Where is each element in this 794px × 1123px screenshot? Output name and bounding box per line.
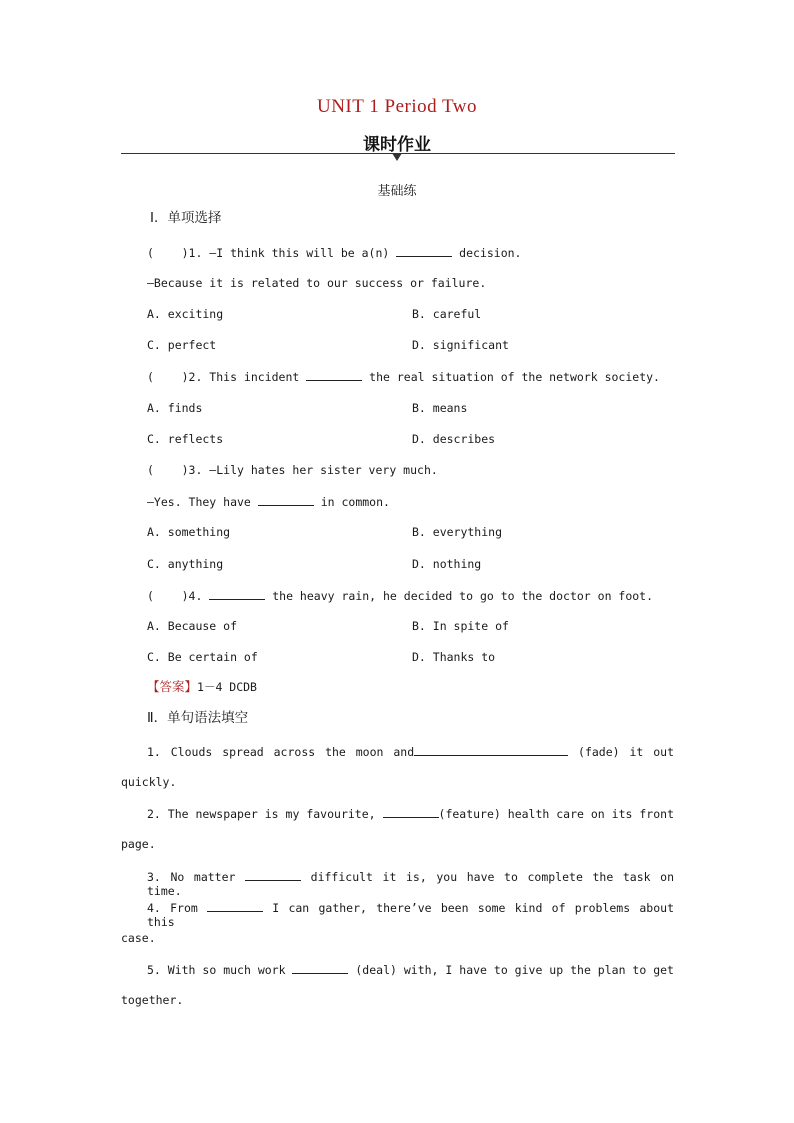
answer-blank: [245, 869, 301, 881]
sentence-5-continued: together.: [121, 993, 184, 1007]
answer-blank: [207, 900, 263, 912]
question-3: ( )3. —Lily hates her sister very much.: [147, 463, 438, 477]
question-2-stem-end: the real situation of the network society.: [362, 370, 660, 384]
sentence-1: [147, 744, 674, 759]
question-3-reply-start: —Yes. They have: [147, 495, 258, 509]
sentence-4-start: 4. From: [147, 901, 208, 915]
section-heading-basic: 基础练: [377, 184, 417, 199]
sentence-4: [147, 900, 674, 929]
option-c: C. reflects: [147, 432, 224, 446]
option-c: C. Be certain of: [147, 650, 258, 664]
answer-blank: [383, 806, 439, 818]
question-1-reply: —Because it is related to our success or failure.: [147, 276, 487, 290]
answer-blank: [414, 744, 568, 756]
answer-key: [147, 680, 257, 694]
sentence-3-end: difficult it is, you have to complete the task on time.: [147, 870, 674, 898]
part1-heading: Ⅰ．单项选择: [150, 210, 222, 226]
document-subtitle: 课时作业: [363, 135, 431, 155]
sentence-5-end: (deal) with, I have to give up the plan to get: [348, 963, 674, 977]
divider-marker-icon: [392, 153, 402, 161]
option-d: D. nothing: [412, 557, 482, 571]
part2-heading: Ⅱ．单句语法填空: [147, 710, 249, 726]
answer-blank: [396, 245, 452, 257]
question-4-stem-end: the heavy rain, he decided to go to the doctor on foot.: [265, 589, 654, 603]
answer-key-value: 1－4 DCDB: [197, 680, 257, 694]
sentence-3-start: 3. No matter: [147, 870, 246, 884]
option-c: C. perfect: [147, 338, 217, 352]
sentence-2-continued: page.: [121, 837, 156, 851]
option-a: A. something: [147, 525, 231, 539]
sentence-5-start: 5. With so much work: [147, 963, 293, 977]
question-4: [147, 588, 653, 603]
sentence-2: [147, 806, 674, 821]
option-b: B. everything: [412, 525, 503, 539]
question-2: [147, 369, 660, 384]
sentence-1-start: 1. Clouds spread across the moon and: [147, 745, 415, 759]
sentence-5: [147, 962, 674, 977]
question-1: [147, 245, 522, 260]
answer-blank: [258, 494, 314, 506]
answer-blank: [209, 588, 265, 600]
question-3-reply: [147, 494, 390, 509]
document-title: UNIT 1 Period Two: [316, 96, 478, 117]
option-a: A. finds: [147, 401, 203, 415]
option-a: A. Because of: [147, 619, 238, 633]
option-d: D. Thanks to: [412, 650, 496, 664]
sentence-1-continued: quickly.: [121, 775, 177, 789]
question-1-stem-end: decision.: [452, 246, 522, 260]
question-1-stem-start: ( )1. —I think this will be a(n): [147, 246, 397, 260]
question-4-stem-start: ( )4.: [147, 589, 210, 603]
option-b: B. means: [412, 401, 468, 415]
option-b: B. In spite of: [412, 619, 509, 633]
sentence-4-end: I can gather, there’ve been some kind of problems about this: [147, 901, 674, 929]
answer-key-label: 【答案】: [147, 679, 198, 694]
sentence-2-end: (feature) health care on its front: [438, 807, 675, 821]
option-b: B. careful: [412, 307, 482, 321]
sentence-2-start: 2. The newspaper is my favourite,: [147, 807, 383, 821]
answer-blank: [306, 369, 362, 381]
sentence-1-end: (fade) it out: [568, 745, 674, 759]
option-c: C. anything: [147, 557, 224, 571]
option-d: D. significant: [412, 338, 509, 352]
question-3-reply-end: in common.: [313, 495, 390, 509]
option-a: A. exciting: [147, 307, 224, 321]
option-d: D. describes: [412, 432, 496, 446]
question-2-stem-start: ( )2. This incident: [147, 370, 307, 384]
sentence-3: [147, 869, 674, 898]
sentence-4-continued: case.: [121, 931, 156, 945]
answer-blank: [292, 962, 348, 974]
